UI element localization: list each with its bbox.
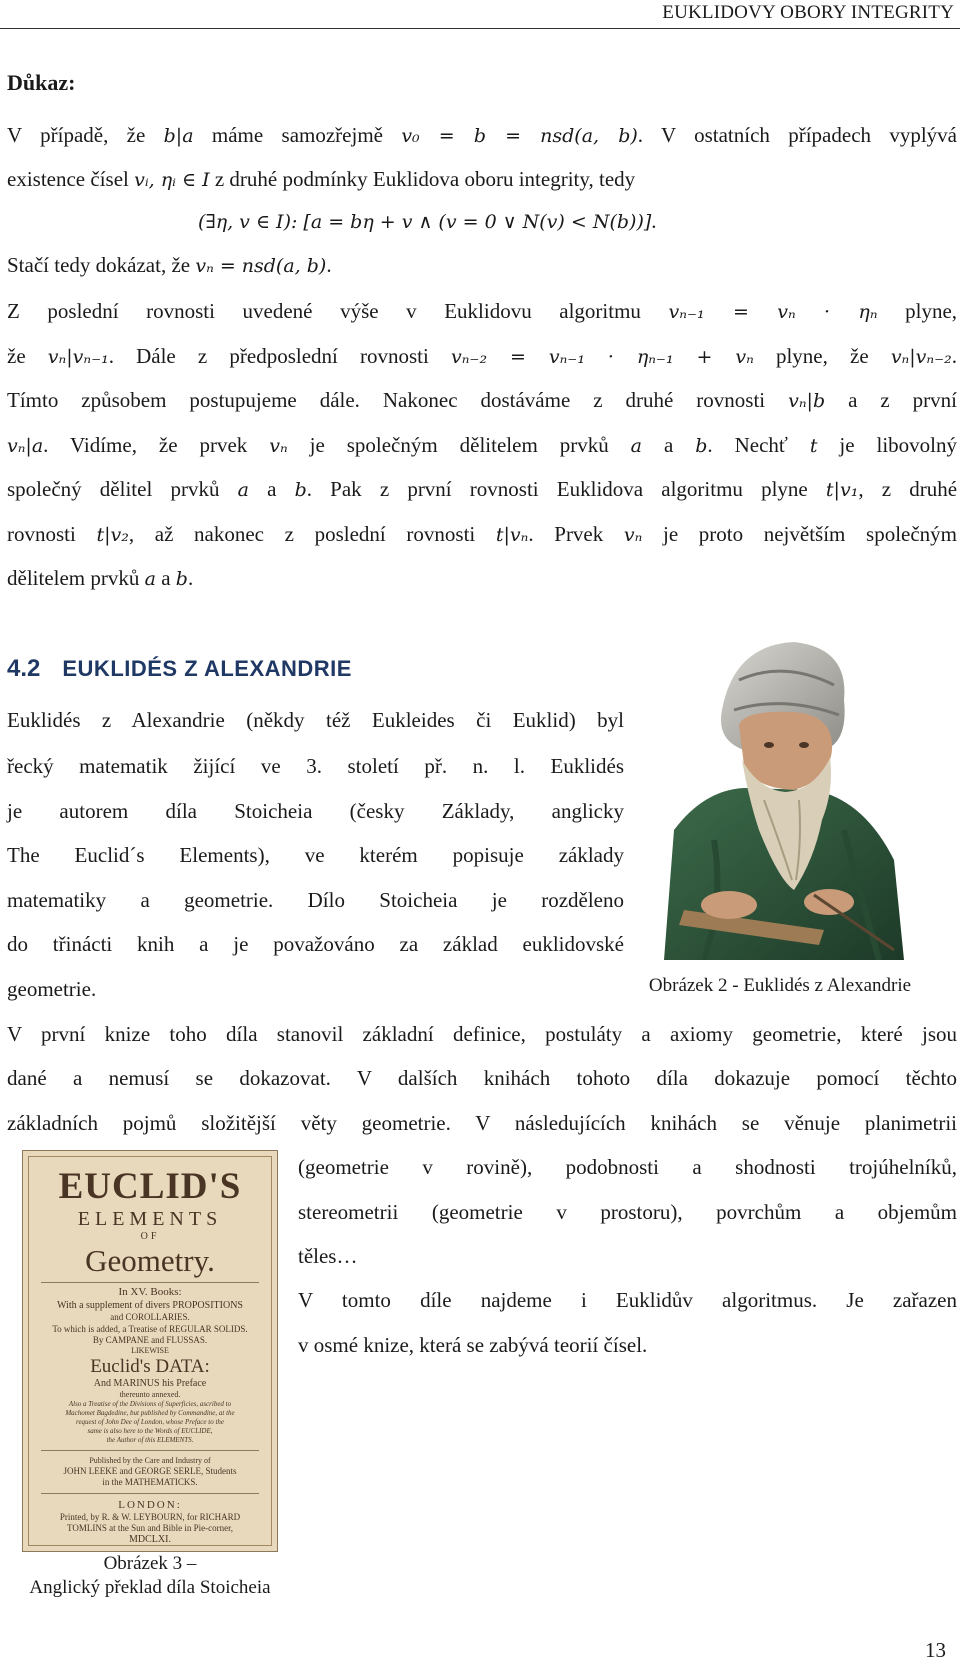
para3-line-2: stereometrii (geometrie v prostoru), povrchům a objemům <box>298 1200 957 1224</box>
bio-line-5: matematiky a geometrie. Dílo Stoicheia je rozděleno <box>7 888 624 912</box>
para2-line-2: dané a nemusí se dokazovat. V dalších knihách tohoto díla dokazuje pomocí těchto <box>7 1066 957 1090</box>
proof-line-4 <box>7 251 332 280</box>
book-line: Published by the Care and Industry of <box>89 1456 211 1465</box>
para4-line-2: v osmé knize, která se zabývá teorií čísel. <box>298 1333 648 1357</box>
text: a <box>155 566 176 590</box>
figure-2-caption: Obrázek 2 - Euklidés z Alexandrie <box>648 975 912 996</box>
math: vₙ = nsd(a, b) <box>195 255 327 277</box>
text: . <box>651 209 657 233</box>
book-line: To which is added, a Treatise of REGULAR SOLIDS. <box>52 1324 248 1334</box>
bio-line-4: The Euclid´s Elements), ve kterém popisuje základy <box>7 843 624 867</box>
text: . Pak z první rovnosti Euklidova algoritmu plyne <box>306 477 826 501</box>
book-line: JOHN LEEKE and GEORGE SERLE, Students <box>63 1466 237 1476</box>
header-title: EUKLIDOVY OBORY INTEGRITY <box>662 2 954 23</box>
math: vₙ|a <box>7 435 44 457</box>
text: . V ostatních případech vyplývá <box>637 123 958 147</box>
math: b|a <box>163 125 194 147</box>
book-title-2: ELEMENTS <box>77 1208 223 1230</box>
text: Tímto způsobem postupujeme dále. Nakonec dostáváme z druhé rovnosti <box>7 388 789 412</box>
book-line: same is also here to the Words of EUCLIDE, <box>87 1427 213 1435</box>
book-line: Also a Treatise of the Divisions of Superficies, ascribed to <box>68 1400 232 1408</box>
text: , až nakonec z poslední rovnosti <box>128 522 496 546</box>
book-line: LONDON: <box>118 1499 182 1511</box>
proof-line-3 <box>198 207 657 236</box>
math: b <box>695 435 708 457</box>
section-number: 4.2 <box>7 655 41 682</box>
section-heading <box>7 655 352 683</box>
proof-line-5 <box>7 297 957 326</box>
book-of: OF <box>140 1231 160 1242</box>
math: b <box>294 479 307 501</box>
math: vₙ|vₙ₋₁ <box>47 346 109 368</box>
text: , z druhé <box>858 477 958 501</box>
proof-line-2 <box>7 165 635 194</box>
book-line: LIKEWISE <box>131 1346 169 1355</box>
math: a <box>237 479 249 501</box>
book-line: MDCLXI. <box>129 1534 171 1545</box>
book-line: By CAMPANE and FLUSSAS. <box>92 1335 208 1345</box>
bio-line-1: Euklidés z Alexandrie (někdy též Eukleides či Euklid) byl <box>7 708 624 732</box>
book-rule <box>41 1493 259 1494</box>
math: t|v₁ <box>825 479 859 501</box>
euclid-elements-book-image <box>22 1150 278 1552</box>
text: a z první <box>825 388 957 412</box>
para2-line-1: V první knize toho díla stanovil základní definice, postuláty a axiomy geometrie, které jsou <box>7 1022 957 1046</box>
text: máme samozřejmě <box>193 123 402 147</box>
bio-line-7: geometrie. <box>7 977 97 1001</box>
figure-3-caption-line-2: Anglický překlad díla Stoicheia <box>29 1577 271 1598</box>
text: plyne, <box>877 299 958 323</box>
text: společný dělitel prvků <box>7 477 238 501</box>
para3-line-1: (geometrie v rovině), podobnosti a shodnosti trojúhelníků, <box>298 1155 957 1179</box>
text: . Nechť <box>707 433 810 457</box>
proof-line-1 <box>7 121 957 150</box>
proof-line-6 <box>7 342 957 371</box>
section-title: EUKLIDÉS Z ALEXANDRIE <box>62 656 352 681</box>
text: je proto největším společným <box>642 522 958 546</box>
book-rule <box>41 1282 259 1283</box>
text: rovnosti <box>7 522 97 546</box>
math: (∃η, v ∈ I): [a = bη + v ∧ (v = 0 ∨ N(v) < N(b))] <box>198 211 652 233</box>
proof-line-7 <box>7 386 957 415</box>
text: z druhé podmínky Euklidova oboru integrity, tedy <box>209 167 636 191</box>
book-line: request of John Dee of London, whose Preface to the <box>75 1418 224 1426</box>
book-line: With a supplement of divers PROPOSITIONS <box>57 1300 243 1311</box>
text: Z poslední rovnosti uvedené výše v Euklidovu algoritmu <box>7 299 669 323</box>
math: t <box>809 435 818 457</box>
book-line: and COROLLARIES. <box>110 1312 190 1322</box>
para4-line-1: V tomto díle najdeme i Euklidův algoritmus. Je zařazen <box>298 1288 957 1312</box>
text: Stačí tedy dokázat, že <box>7 253 196 277</box>
book-line: And MARINUS his Preface <box>93 1378 207 1389</box>
text: . <box>951 344 957 368</box>
proof-line-11 <box>7 564 193 593</box>
book-title-1: EUCLID'S <box>58 1166 242 1207</box>
page-header <box>0 0 960 30</box>
text: je společným dělitelem prvků <box>287 433 631 457</box>
math: a <box>144 568 156 590</box>
book-title-block <box>23 1167 277 1546</box>
text: . <box>326 253 332 277</box>
book-line: In XV. Books: <box>118 1286 182 1298</box>
text: . Prvek <box>528 522 624 546</box>
book-line: TOMLINS at the Sun and Bible in Pie-corner, <box>67 1523 233 1533</box>
text: dělitelem prvků <box>7 566 145 590</box>
math: vₙ <box>623 524 643 546</box>
math: vₙ₋₁ = vₙ · ηₙ <box>668 301 878 323</box>
book-line: Euclid's DATA: <box>90 1356 210 1377</box>
math: a <box>630 435 642 457</box>
math: vₙ|vₙ₋₂ <box>890 346 952 368</box>
book-line: Machomet Bagdedine, but published by Commandine, at the <box>65 1409 235 1417</box>
math: b <box>175 568 188 590</box>
math: vₙ <box>269 435 288 457</box>
proof-title: Důkaz: <box>7 70 76 95</box>
page-number: 13 <box>925 1638 946 1662</box>
proof-line-8 <box>7 431 957 460</box>
text: V případě, že <box>7 123 164 147</box>
math: vᵢ, ηᵢ ∈ I <box>134 169 210 191</box>
math: t|v₂ <box>96 524 129 546</box>
euclid-portrait-image <box>644 640 912 960</box>
text: plyne, že <box>753 344 891 368</box>
book-title-3: Geometry. <box>85 1243 215 1278</box>
text: . <box>187 566 194 590</box>
proof-line-9 <box>7 475 957 504</box>
text: a <box>248 477 295 501</box>
text: . Dále z předposlední rovnosti <box>108 344 451 368</box>
bio-line-6: do třinácti knih a je považováno za základ euklidovské <box>7 932 624 956</box>
figure-3-caption-line-1: Obrázek 3 – <box>103 1553 197 1574</box>
text: že <box>7 344 48 368</box>
book-rule <box>41 1450 259 1451</box>
math: vₙ|b <box>788 390 826 412</box>
bio-line-2: řecký matematik žijící ve 3. století př. n. l. Euklidés <box>7 754 624 778</box>
text: a <box>642 433 696 457</box>
book-line: in the MATHEMATICKS. <box>102 1477 198 1487</box>
book-line: Printed, by R. & W. LEYBOURN, for RICHARD <box>59 1512 241 1522</box>
book-line: the Author of this ELEMENTS. <box>106 1436 194 1444</box>
para2-line-3: základních pojmů složitější věty geometrie. V následujících knihách se věnuje planimetrii <box>7 1111 957 1135</box>
book-line: thereunto annexed. <box>119 1390 181 1399</box>
text: je libovolný <box>817 433 957 457</box>
text: . Vidíme, že prvek <box>43 433 270 457</box>
proof-line-10 <box>7 520 957 549</box>
bio-line-3: je autorem díla Stoicheia (česky Základy, anglicky <box>7 799 624 823</box>
para3-line-3: těles… <box>298 1244 358 1268</box>
math: t|vₙ <box>495 524 529 546</box>
math: v₀ = b = nsd(a, b) <box>401 125 638 147</box>
math: vₙ₋₂ = vₙ₋₁ · ηₙ₋₁ + vₙ <box>450 346 754 368</box>
text: existence čísel <box>7 167 135 191</box>
header-rule <box>0 28 960 29</box>
